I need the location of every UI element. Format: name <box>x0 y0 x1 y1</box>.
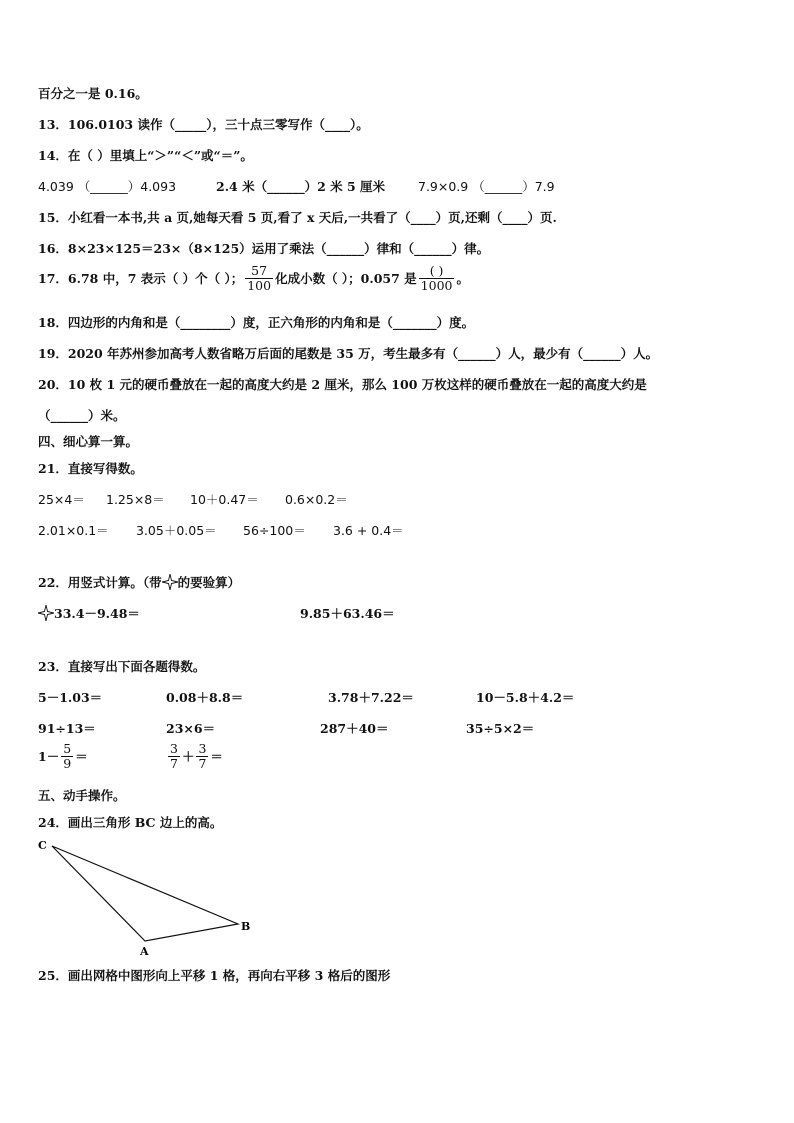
question-20-line-2: （______）米。 <box>38 408 126 423</box>
calc-item: 91÷13＝ <box>38 721 96 736</box>
question-16: 16．8×23×125＝23×（8×125）运用了乘法（______）律和（______）律。 <box>38 241 490 256</box>
calc-item: 56÷100＝ <box>243 523 306 538</box>
question-24: 24．画出三角形 BC 边上的高。 <box>38 815 223 830</box>
question-21: 21．直接写得数。 <box>38 461 143 476</box>
star-icon <box>162 574 178 590</box>
denominator: 9 <box>63 755 72 771</box>
question-22 <box>38 573 240 591</box>
question-14-part-c: 7.9×0.9 （______）7.9 <box>418 179 555 194</box>
fraction <box>419 264 455 293</box>
question-13: 13．106.0103 读作（_____），三十点三零写作（____）。 <box>38 117 369 132</box>
question-17-end: 。 <box>456 271 469 287</box>
question-18: 18．四边形的内角和是（________）度，正六角形的内角和是（_______）度。 <box>38 315 475 330</box>
question-23: 23．直接写出下面各题得数。 <box>38 659 206 674</box>
fraction <box>245 264 273 293</box>
question-14: 14．在（ ）里填上“＞”“＜”或“＝”。 <box>38 148 253 163</box>
calc-item: 0.6×0.2＝ <box>285 492 348 507</box>
question-15: 15．小红看一本书,共 a 页,她每天看 5 页,看了 x 天后,一共看了（____）页,还剩（____）页. <box>38 210 557 225</box>
question-20-line-1: 20．10 枚 1 元的硬币叠放在一起的高度大约是 2 厘米，那么 100 万枚这样的硬币叠放在一起的高度大约是 <box>38 377 647 392</box>
question-22-text: 22．用竖式计算。（带 <box>38 575 162 590</box>
fraction <box>168 742 180 771</box>
calc-item: 5－1.03＝ <box>38 690 103 705</box>
fraction-calc-equals: ＝ <box>75 749 88 765</box>
denominator: 7 <box>198 755 207 771</box>
triangle-abc <box>52 846 238 941</box>
fraction-calc-prefix: 1－ <box>38 749 60 765</box>
question-22-text-end: 的要验算） <box>177 575 241 590</box>
vertical-calc-a <box>38 604 140 622</box>
section-4-title: 四、细心算一算。 <box>38 434 139 449</box>
question-19: 19．2020 年苏州参加高考人数省略万后面的尾数是 35 万，考生最多有（______）人，最少有（______）人。 <box>38 346 659 361</box>
calc-item: 23×6＝ <box>166 721 216 736</box>
numerator: 3 <box>198 741 207 756</box>
text-line: 百分之一是 0.16。 <box>38 86 148 101</box>
calc-item: 35÷5×2＝ <box>466 721 535 736</box>
numerator: 5 <box>63 741 72 756</box>
vertex-label-c: C <box>38 839 47 852</box>
vertex-label-a: A <box>140 945 149 958</box>
calc-item: 3.78＋7.22＝ <box>328 690 414 705</box>
denominator: 7 <box>170 755 178 771</box>
denominator: 1000 <box>420 277 453 293</box>
calc-item: 1.25×8＝ <box>106 492 165 507</box>
fraction <box>61 742 73 771</box>
question-17-prefix: 17．6.78 中，7 表示（ ）个（ ）； <box>38 271 244 287</box>
fraction-calc-b <box>166 742 223 771</box>
calc-item: 3.6 + 0.4＝ <box>333 523 404 538</box>
fraction-calc-equals: ＝ <box>210 749 223 765</box>
question-17-middle: 化成小数（ ）；0.057 是 <box>275 271 417 287</box>
vertical-calc-a-text: 33.4－9.48＝ <box>54 606 140 621</box>
vertex-label-b: B <box>241 920 251 933</box>
calc-item: 3.05＋0.05＝ <box>136 523 217 538</box>
calc-item: 0.08＋8.8＝ <box>166 690 244 705</box>
section-5-title: 五、动手操作。 <box>38 788 126 803</box>
triangle-figure <box>30 834 260 959</box>
star-icon <box>38 605 54 621</box>
fraction-calc-operator: ＋ <box>181 749 195 765</box>
numerator: 3 <box>170 741 178 756</box>
calc-item: 25×4＝ <box>38 492 85 507</box>
numerator: ( ) <box>429 263 444 278</box>
denominator: 100 <box>247 277 272 293</box>
calc-item: 2.01×0.1＝ <box>38 523 109 538</box>
vertical-calc-b: 9.85＋63.46＝ <box>300 606 395 621</box>
fraction-calc-a <box>38 742 88 771</box>
calc-item: 10＋0.47＝ <box>190 492 259 507</box>
calc-item: 10－5.8＋4.2＝ <box>476 690 575 705</box>
question-17 <box>38 264 469 293</box>
numerator: 57 <box>251 263 268 278</box>
fraction <box>196 742 208 771</box>
question-14-part-b: 2.4 米（______）2 米 5 厘米 <box>216 179 386 194</box>
calc-item: 287＋40＝ <box>320 721 389 736</box>
question-25: 25．画出网格中图形向上平移 1 格，再向右平移 3 格后的图形 <box>38 968 391 983</box>
question-14-part-a: 4.039 （______）4.093 <box>38 179 177 194</box>
